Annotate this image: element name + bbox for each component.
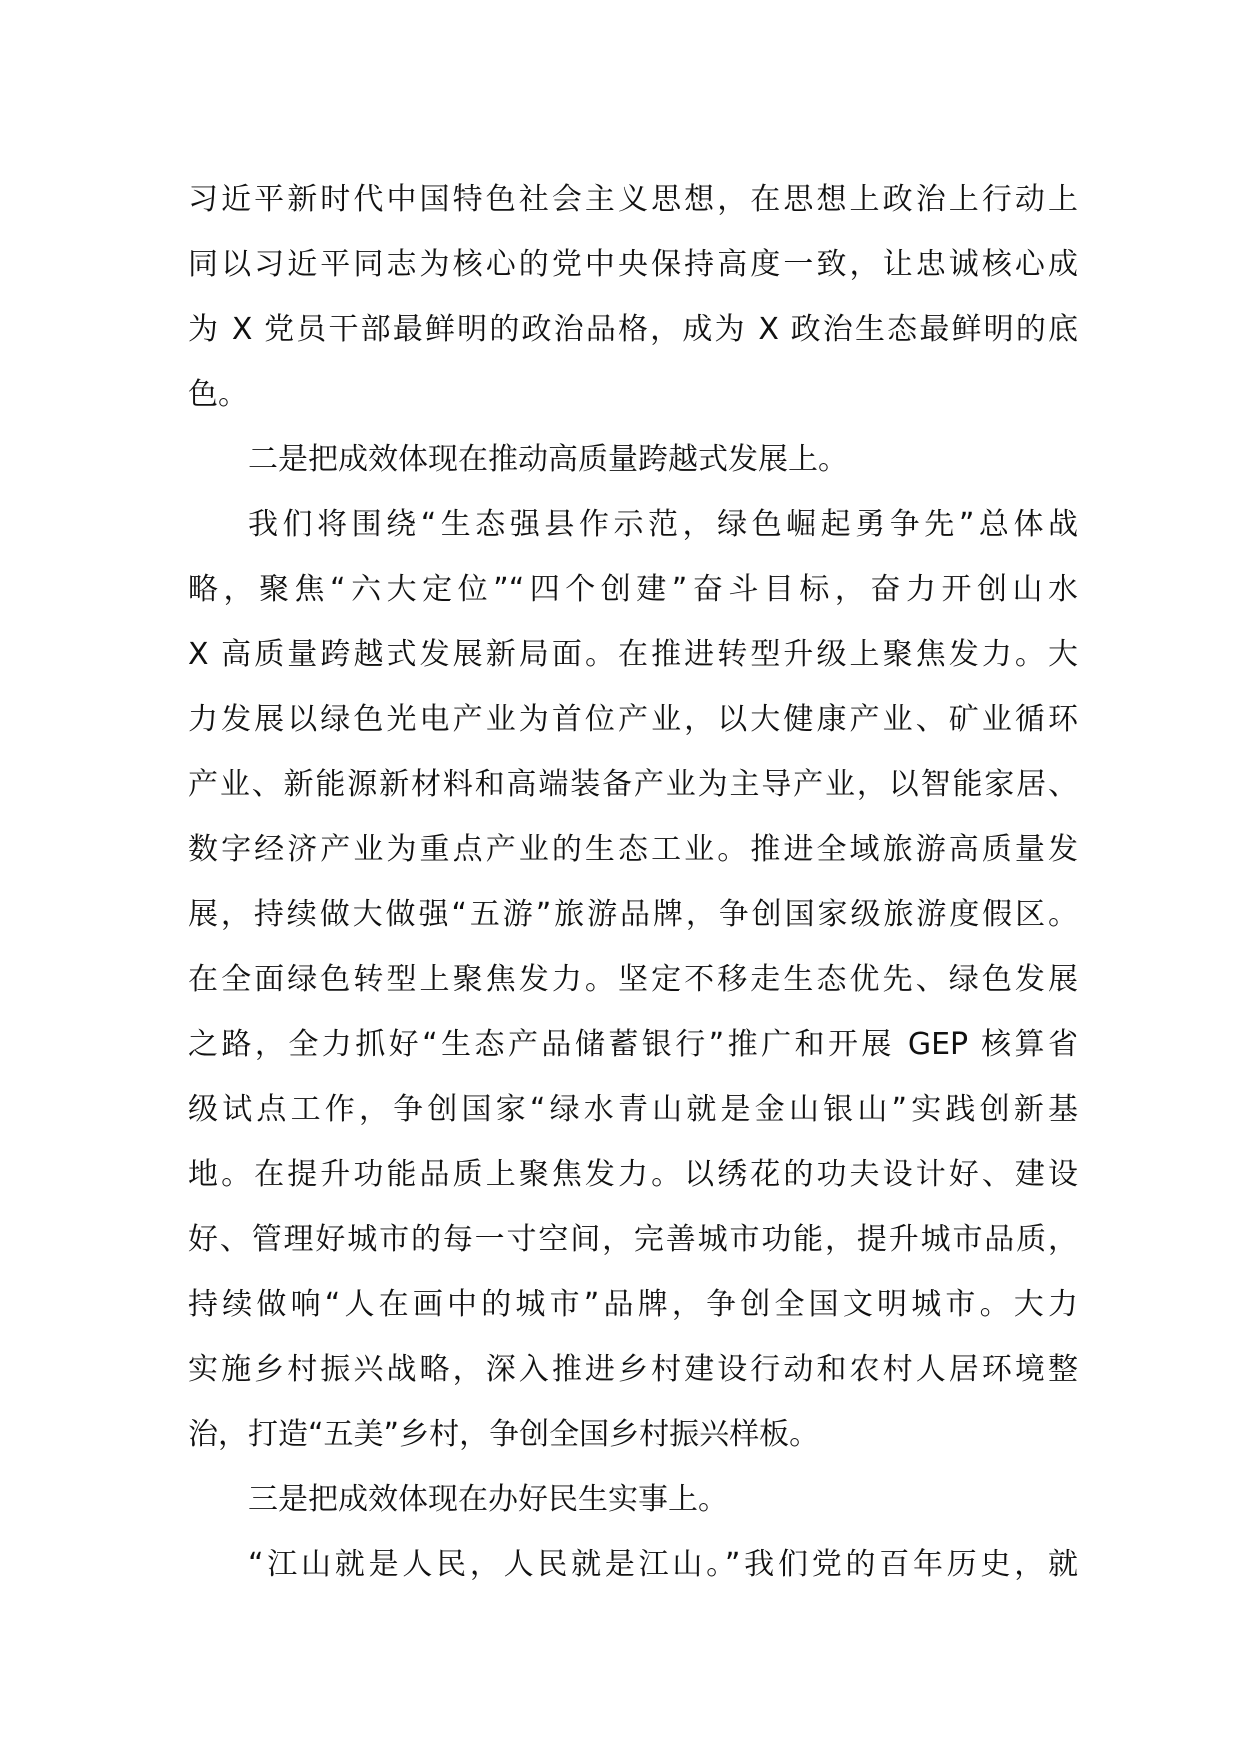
text-line: 之路，全力抓好“生态产品储蓄银行”推广和开展 GEP 核算省 bbox=[188, 1027, 1078, 1062]
text-line: 三是把成效体现在办好民生实事上。 bbox=[248, 1482, 728, 1517]
text-line: 数字经济产业为重点产业的生态工业。推进全域旅游高质量发 bbox=[188, 832, 1078, 867]
text-line: 同以习近平同志为核心的党中央保持高度一致，让忠诚核心成 bbox=[188, 247, 1078, 282]
text-line: 为 X 党员干部最鲜明的政治品格，成为 X 政治生态最鲜明的底 bbox=[188, 312, 1078, 347]
text-line: 持续做响“人在画中的城市”品牌，争创全国文明城市。大力 bbox=[188, 1287, 1078, 1322]
text-line: 展，持续做大做强“五游”旅游品牌，争创国家级旅游度假区。 bbox=[188, 897, 1078, 932]
text-line: 习近平新时代中国特色社会主义思想，在思想上政治上行动上 bbox=[188, 182, 1078, 217]
text-line: 力发展以绿色光电产业为首位产业，以大健康产业、矿业循环 bbox=[188, 702, 1078, 737]
body-text bbox=[188, 167, 1078, 1597]
text-line: 在全面绿色转型上聚焦发力。坚定不移走生态优先、绿色发展 bbox=[188, 962, 1078, 997]
text-line: 二是把成效体现在推动高质量跨越式发展上。 bbox=[248, 442, 848, 477]
text-line: 实施乡村振兴战略，深入推进乡村建设行动和农村人居环境整 bbox=[188, 1352, 1078, 1387]
text-line: 我们将围绕“生态强县作示范，绿色崛起勇争先”总体战 bbox=[248, 507, 1078, 542]
text-line: 略，聚焦“六大定位”“四个创建”奋斗目标，奋力开创山水 bbox=[188, 572, 1078, 607]
text-line: 地。在提升功能品质上聚焦发力。以绣花的功夫设计好、建设 bbox=[188, 1157, 1078, 1192]
text-line: 产业、新能源新材料和高端装备产业为主导产业，以智能家居、 bbox=[188, 767, 1078, 802]
text-line: 好、管理好城市的每一寸空间，完善城市功能，提升城市品质， bbox=[188, 1222, 1078, 1257]
text-line: “江山就是人民，人民就是江山。”我们党的百年历史，就 bbox=[248, 1547, 1078, 1582]
text-line: 色。 bbox=[188, 377, 248, 412]
text-line: 级试点工作，争创国家“绿水青山就是金山银山”实践创新基 bbox=[188, 1092, 1078, 1127]
text-line: X 高质量跨越式发展新局面。在推进转型升级上聚焦发力。大 bbox=[188, 637, 1078, 672]
text-line: 治，打造“五美”乡村，争创全国乡村振兴样板。 bbox=[188, 1417, 820, 1452]
